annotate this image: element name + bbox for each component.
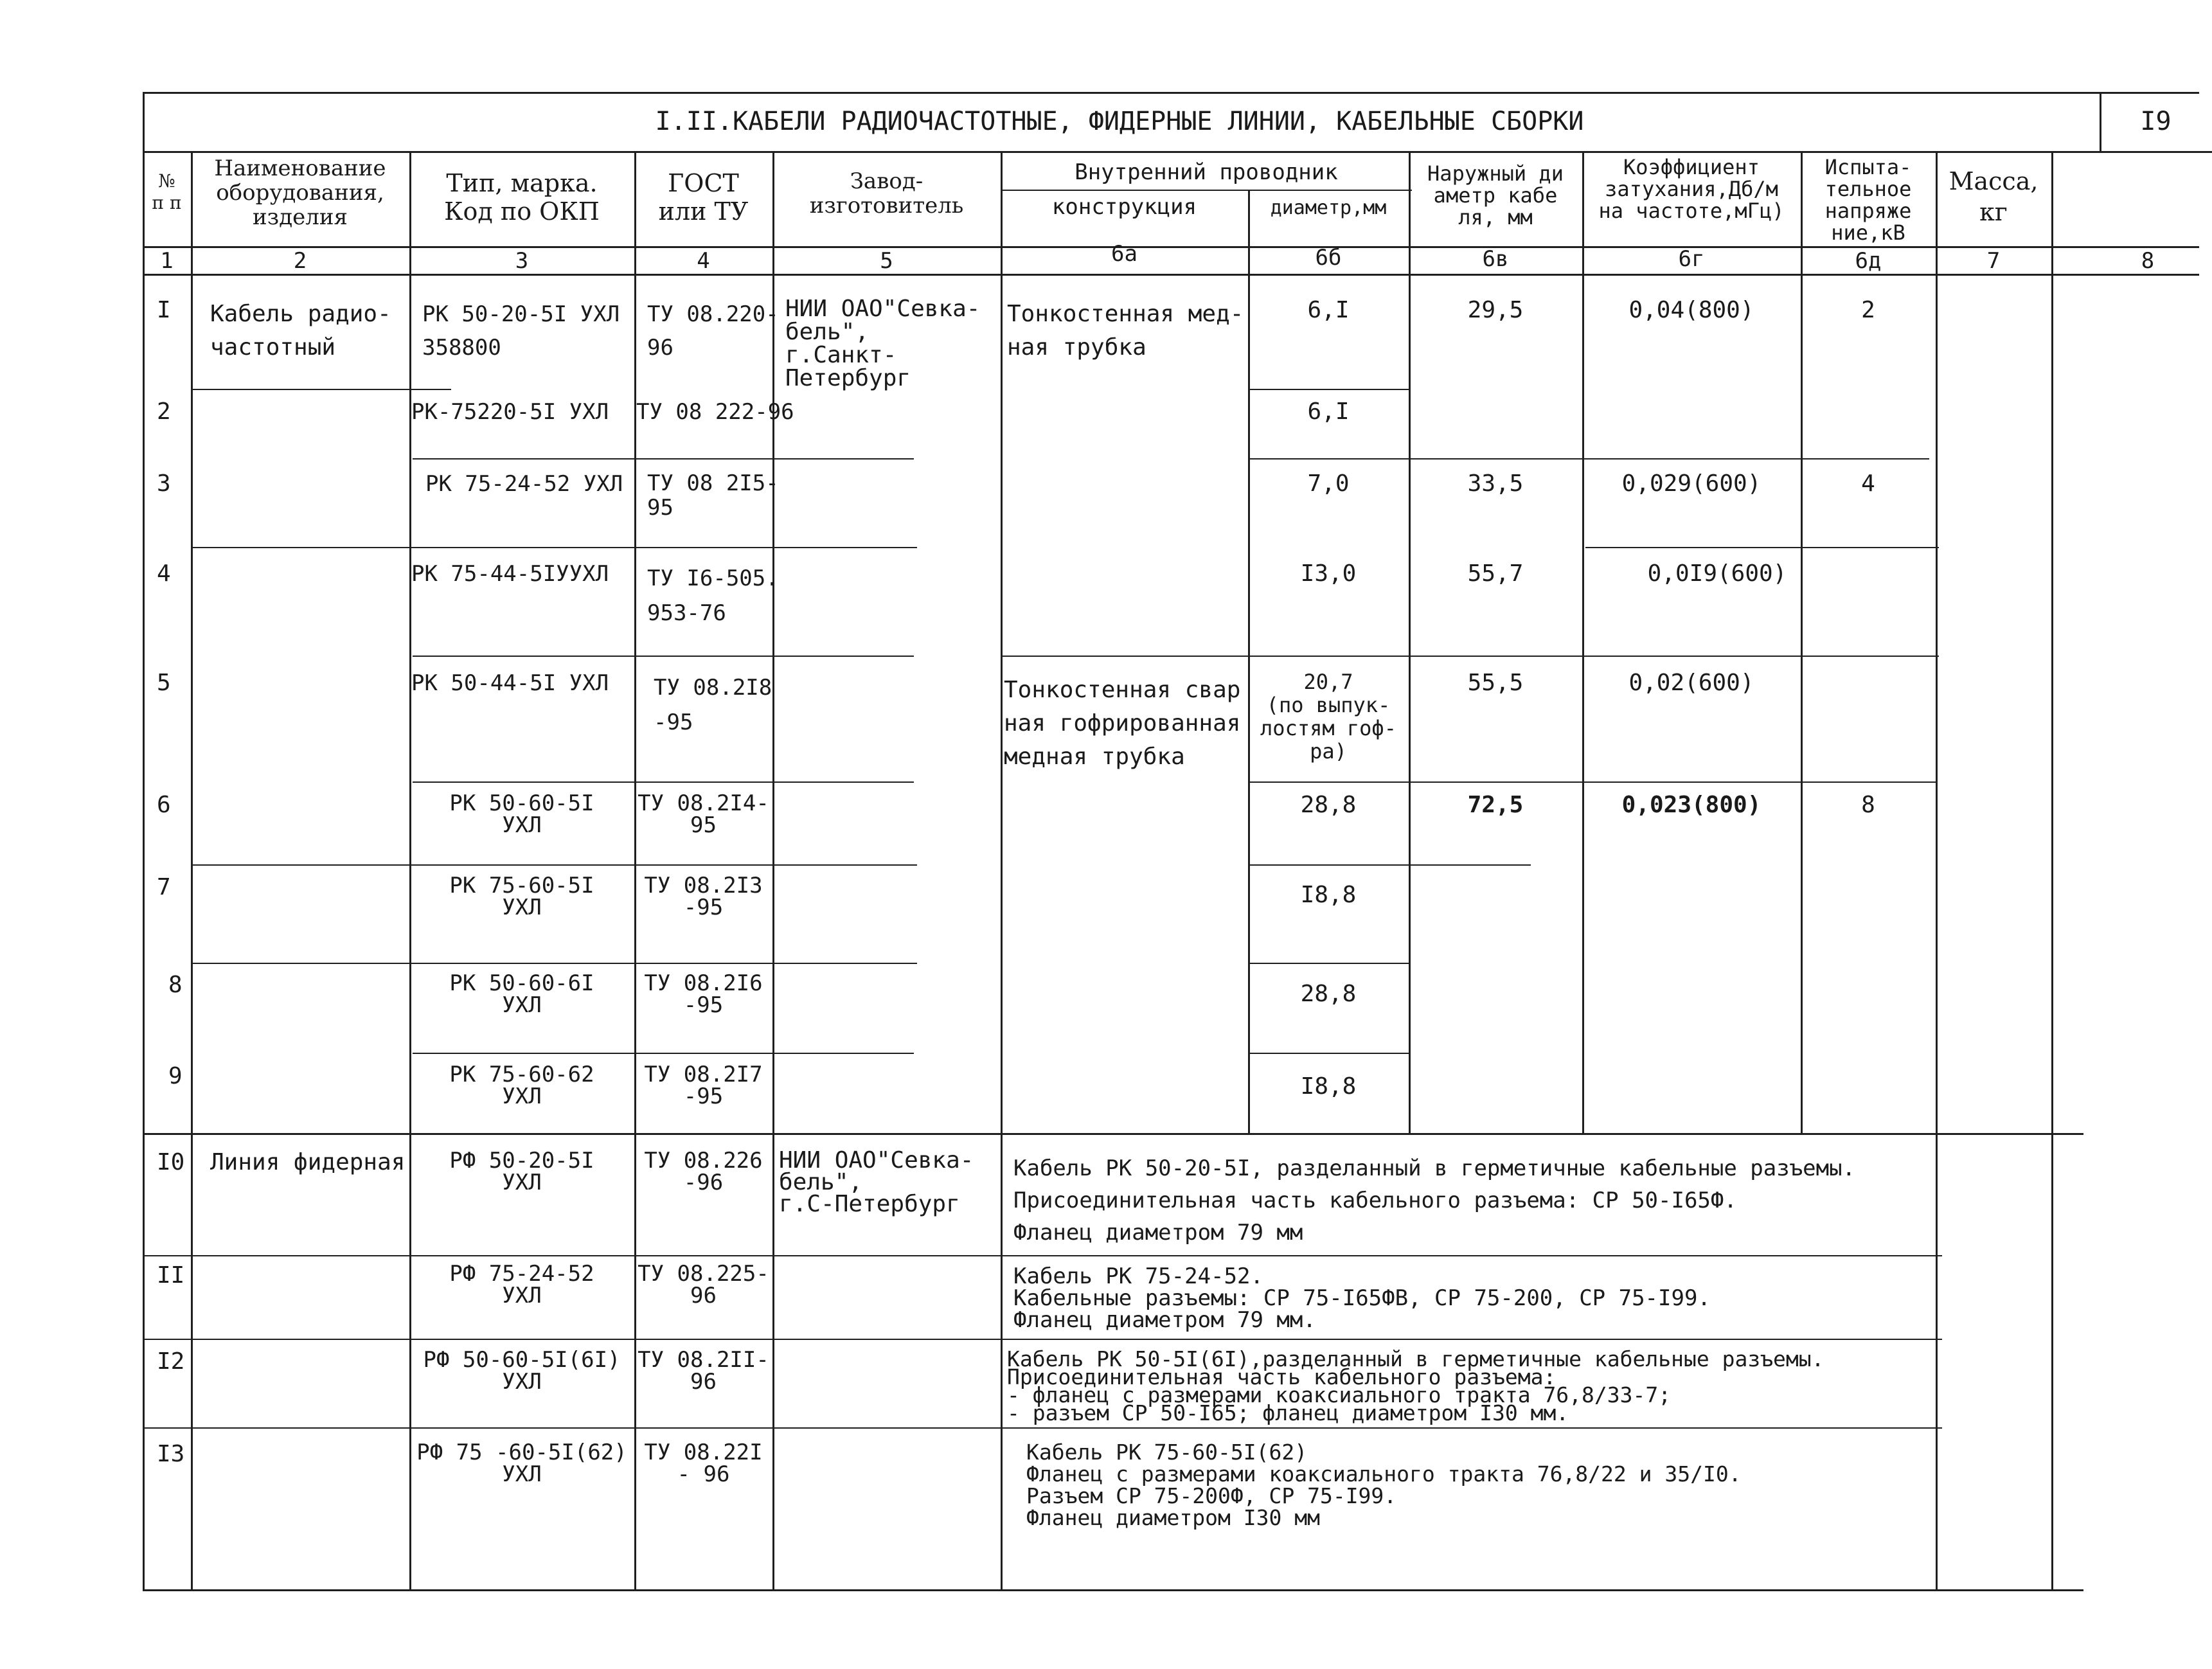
row-divider [143,1339,1942,1340]
col-divider-1 [191,151,193,1591]
row-divider [413,1053,914,1054]
column-number-divider [143,274,2199,276]
header-outer-diameter: Наружный ди аметр кабе ля, мм [1427,161,1564,229]
row-number: II [157,1262,185,1289]
attenuation: 0,04(800) [1628,297,1754,323]
header-type: Тип, марка. Код по ОКП [444,169,600,226]
gost-code: ТУ 08.226 -96 [644,1148,763,1195]
row-number: 8 [168,972,183,998]
col-divider-5 [1001,151,1003,1591]
row-number: I2 [157,1348,185,1375]
row-divider [1248,864,1531,866]
gost-code: ТУ 08.2II- 96 [638,1347,769,1395]
inner-diameter: I3,0 [1300,560,1357,587]
row-number: 5 [157,670,171,696]
row-number: 7 [157,874,171,900]
row-divider [143,1427,1942,1429]
row-divider [413,656,914,657]
gost-code: ТУ 08 2I5- 95 [647,470,779,521]
inner-diameter: 20,7 (по выпук- лостям гоф- ра) [1260,670,1396,763]
row-divider [1248,458,1929,460]
page-title: I.II.КАБЕЛИ РАДИОЧАСТОТНЫЕ, ФИДЕРНЫЕ ЛИНИИ, КАБЕЛЬНЫЕ СБОРКИ [655,107,1584,136]
header-diameter: диаметр,мм [1270,197,1387,219]
inner-conductor-divider [1001,190,1412,191]
row-divider [143,1255,1942,1256]
inner-diameter: 6,I [1307,297,1350,323]
type-code: РК 75-24-52 УХЛ [425,471,623,497]
table-border-left [143,92,145,1591]
header-mass: Масса, кг [1949,167,2038,226]
type-code: РФ 75-24-52 УХЛ [449,1261,594,1308]
table-border-bottom [143,1589,2083,1591]
col-number-4: 4 [697,248,710,274]
type-code: РК 75-44-5IУУХЛ [411,561,609,587]
header-maker: Завод- изготовитель [809,168,964,219]
inner-construction: Тонкостенная мед- ная трубка [1007,301,1244,361]
gost-code: ТУ 08.225- 96 [638,1261,769,1308]
attenuation: 0,0I9(600) [1647,560,1787,587]
header-inner-conductor: Внутренний проводник [1075,159,1338,185]
outer-diameter: 33,5 [1467,470,1524,497]
col-number-2: 2 [293,248,307,274]
gost-code: ТУ I6-505. 953-76 [647,566,779,626]
col-number-7: 7 [1986,248,2001,274]
outer-diameter: 55,7 [1467,560,1524,587]
type-code: РК 75-60-5I УХЛ [449,873,594,920]
attenuation: 0,023(800) [1621,792,1762,818]
row-number: 3 [157,470,171,497]
row-divider [1001,656,1939,657]
manufacturer: НИИ ОАО"Севка- бель", г.С-Петербург [779,1147,974,1217]
type-code: РК-75220-5I УХЛ [411,399,609,425]
inner-diameter: 28,8 [1300,792,1357,818]
inner-diameter: I8,8 [1300,1073,1357,1100]
row-number: I0 [157,1149,185,1175]
outer-diameter: 29,5 [1467,297,1524,323]
type-code: РК 50-44-5I УХЛ [411,670,609,696]
row-number: 9 [168,1063,183,1089]
row-number: 6 [157,792,171,818]
page-number: I9 [2140,107,2172,136]
row-divider [191,864,917,866]
gost-code: ТУ 08.2I3 -95 [644,873,763,920]
manufacturer: НИИ ОАО"Севка- бель", г.Санкт- Петербург [785,296,981,391]
col-number-6d: 6д [1855,248,1882,274]
gost-code: ТУ 08.2I6 -95 [644,970,763,1018]
inner-construction: Тонкостенная свар ная гофрированная медная трубка [1004,677,1241,770]
inner-diameter: I8,8 [1300,882,1357,908]
row-divider [1248,389,1409,390]
row-divider [1248,963,1409,964]
equipment-name: Линия фидерная [210,1149,406,1175]
type-code: РК 50-20-5I УХЛ 358800 [422,301,620,361]
test-voltage: 2 [1861,297,1875,323]
col-number-5: 5 [880,248,893,274]
cable-description: Кабель РК 50-20-5I, разделанный в герметичные кабельные разъемы. Присоединительная часть кабельного разъема: СР 50-I65Ф. Фланец диаметром 79 мм [1013,1156,1856,1245]
row-divider [191,389,451,390]
inner-diameter: 7,0 [1307,470,1350,497]
type-code: РК 75-60-62 УХЛ [449,1062,594,1109]
row-number: 2 [157,398,171,425]
test-voltage: 4 [1861,470,1875,497]
title-row-divider [143,151,2212,153]
row-divider [413,458,914,460]
col-number-6g: 6г [1678,246,1705,272]
type-code: РК 50-60-5I УХЛ [449,790,594,838]
type-code: РФ 50-60-5I(6I) УХЛ [423,1347,621,1395]
cable-description: Кабель РК 50-5I(6I),разделанный в герметичные кабельные разъемы. Присоединительная часть кабельного разъема: - фланец с размерами коаксиального тракта 76,8/33-7; - разъем СР 50-I65; фланец диаметром I30 мм. [1007,1346,1824,1425]
cable-description: Кабель РК 75-24-52. Кабельные разъемы: СР 75-I65ФВ, СР 75-200, СР 75-I99. Фланец диаметром 79 мм. [1013,1263,1711,1333]
section-divider [143,1133,2083,1135]
col-divider-4 [772,151,774,1591]
header-number: № п п [152,170,182,213]
gost-code: ТУ 08.2I8 -95 [654,675,772,735]
cable-description: Кабель РК 75-60-5I(62) Фланец с размерами коаксиального тракта 76,8/22 и 35/I0. Разъем СР 75-200Ф, СР 75-I99. Фланец диаметром I30 мм [1026,1440,1742,1530]
equipment-name: Кабель радио- частотный [210,301,391,361]
header-test-voltage: Испыта- тельное напряже ние,кВ [1824,155,1912,245]
gost-code: ТУ 08.22I - 96 [644,1440,763,1487]
outer-diameter: 55,5 [1467,670,1524,696]
col-number-6a: 6а [1111,241,1137,267]
row-number: 4 [157,560,171,587]
col-number-6v: 6в [1482,246,1509,272]
gost-code: ТУ 08 222-96 [636,399,794,425]
inner-diameter: 6,I [1307,398,1350,425]
col-divider-6d [1936,151,1938,1591]
gost-code: ТУ 08.2I7 -95 [644,1062,763,1109]
row-divider [1248,1053,1409,1054]
outer-diameter: 72,5 [1467,792,1524,818]
header-gost: ГОСТ или ТУ [658,169,749,226]
col-number-3: 3 [515,248,529,274]
row-divider [1585,547,1939,548]
document-sheet [143,92,2212,1591]
test-voltage: 8 [1861,792,1875,818]
col-number-6b: 6б [1315,245,1342,271]
gost-code: ТУ 08.2I4- 95 [638,790,769,838]
header-attenuation: Коэффициент затухания,Дб/м на частоте,мГц) [1598,155,1785,223]
col-number-1: 1 [160,248,174,274]
row-divider [191,547,917,548]
gost-code: ТУ 08.220- 96 [647,301,779,361]
row-divider [1248,781,1936,783]
row-divider [191,963,917,964]
type-code: РФ 50-20-5I УХЛ [449,1148,594,1195]
row-number: I [157,297,171,323]
type-code: РФ 75 -60-5I(62) УХЛ [416,1440,627,1487]
col-number-8-label: 8 [2141,248,2155,274]
table-border-top [143,92,2199,94]
type-code: РК 50-60-6I УХЛ [449,970,594,1018]
header-construction: конструкция [1051,194,1197,220]
col-divider-7 [2051,151,2053,1591]
header-name: Наименование оборудования, изделия [214,156,386,230]
inner-diameter: 28,8 [1300,981,1357,1007]
row-divider [413,781,914,783]
attenuation: 0,029(600) [1621,470,1762,497]
attenuation: 0,02(600) [1628,670,1754,696]
row-number: I3 [157,1441,185,1467]
